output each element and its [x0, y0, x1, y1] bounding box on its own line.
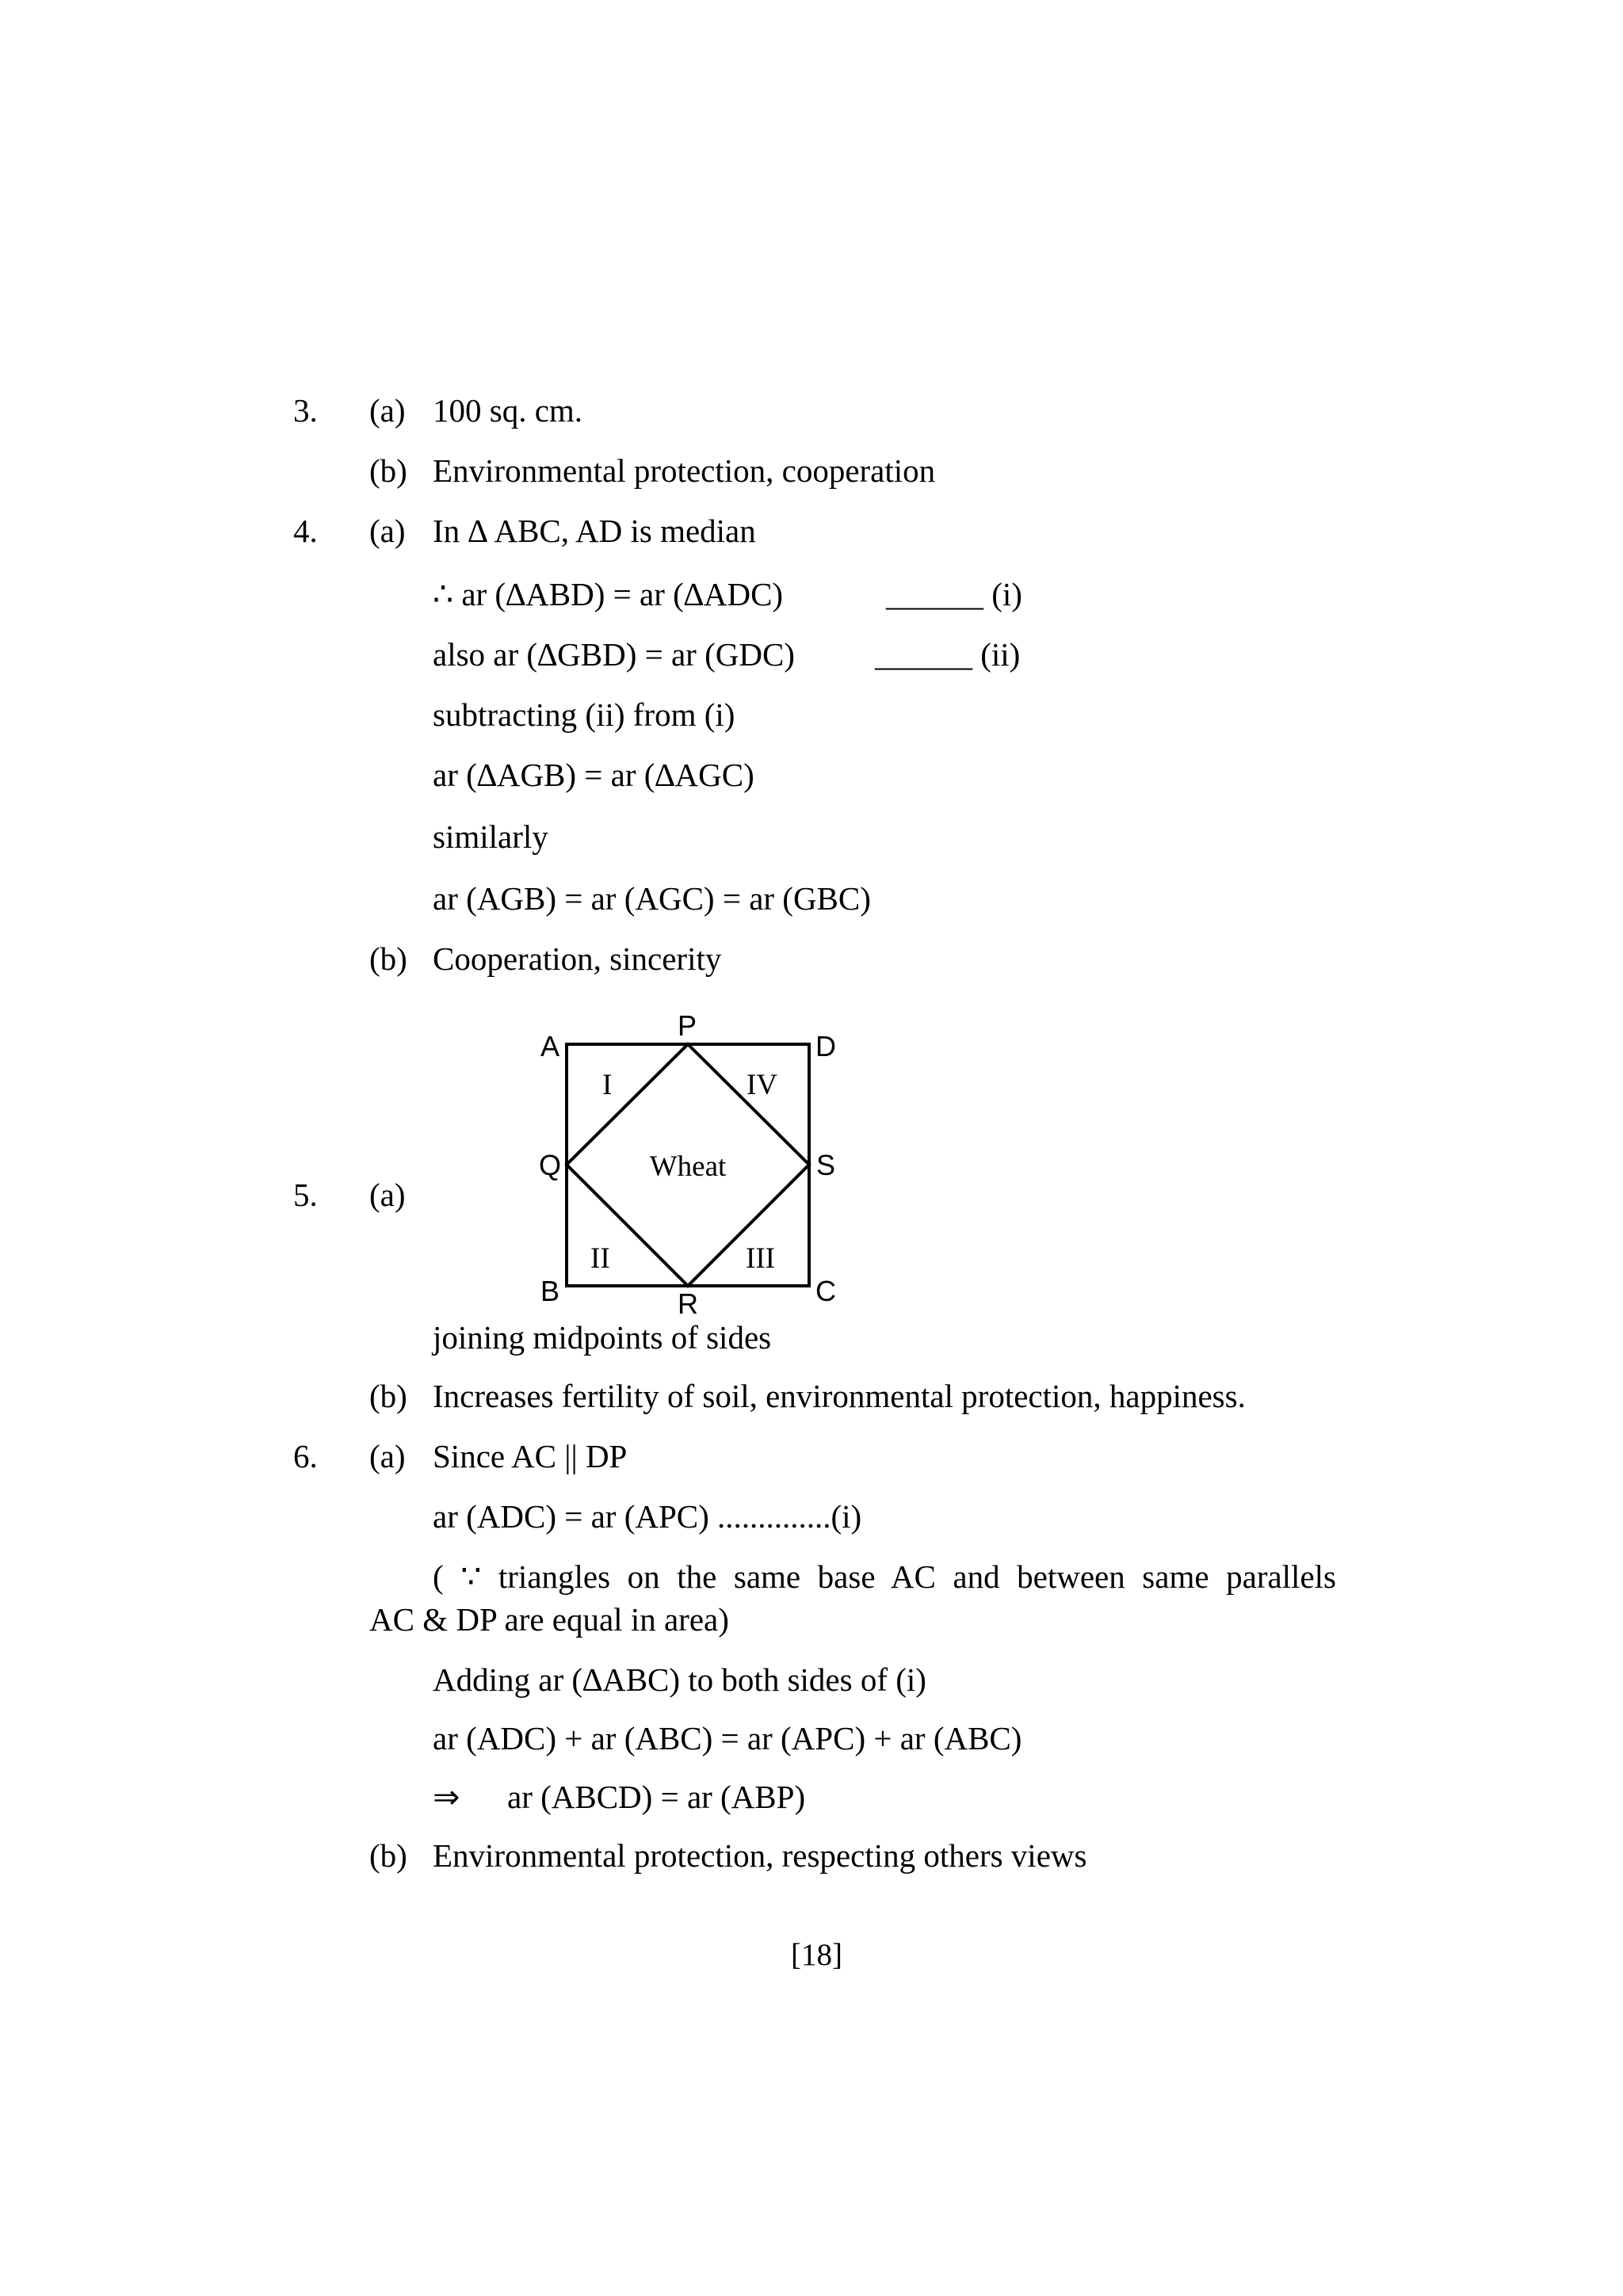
q4-ref-ii: ______ (ii): [875, 636, 1021, 673]
region-label-iv: IV: [747, 1069, 778, 1101]
q4-number: 4.: [293, 513, 318, 549]
q6-line-3a: ( ∵ triangles on the same base AC and between same parallels: [433, 1558, 1336, 1595]
vertex-label-b: B: [540, 1275, 560, 1307]
q4-line-2: ∴ ar (∆ABD) = ar (∆ADC): [433, 576, 784, 612]
q4-ref-i: ______ (i): [886, 576, 1022, 612]
q3-number: 3.: [293, 392, 318, 429]
vertex-label-s: S: [816, 1149, 836, 1181]
vertex-label-d: D: [815, 1030, 836, 1062]
vertex-label-a: A: [540, 1030, 560, 1062]
q6-line-1: Since AC || DP: [433, 1438, 628, 1474]
q4-line-6: similarly: [433, 818, 548, 855]
q4-line-5: ar (∆AGB) = ar (∆AGC): [433, 757, 754, 793]
q4-b-label: (b): [369, 940, 407, 977]
q6-b-answer: Environmental protection, respecting others views: [433, 1837, 1087, 1874]
q6-line-5: ar (ADC) + ar (ABC) = ar (APC) + ar (ABC): [433, 1720, 1022, 1756]
q5-b-label: (b): [369, 1378, 407, 1414]
q5-caption: joining midpoints of sides: [433, 1319, 772, 1356]
q3-b-label: (b): [369, 452, 407, 489]
q5-a-label: (a): [369, 1177, 406, 1213]
vertex-label-q: Q: [539, 1149, 562, 1181]
page-number: [18]: [791, 1938, 842, 1972]
q4-b-answer: Cooperation, sincerity: [433, 940, 722, 977]
q4-a-label: (a): [369, 513, 406, 549]
region-label-i: I: [602, 1069, 613, 1101]
q3-b-answer: Environmental protection, cooperation: [433, 452, 936, 489]
q3-a-answer: 100 sq. cm.: [433, 392, 583, 429]
q6-line-4: Adding ar (∆ABC) to both sides of (i): [433, 1661, 926, 1698]
q6-a-label: (a): [369, 1438, 406, 1474]
vertex-label-r: R: [678, 1287, 698, 1320]
region-label-iii: III: [746, 1242, 775, 1275]
q3-a-label: (a): [369, 392, 406, 429]
q6-b-label: (b): [369, 1837, 407, 1874]
q6-implies-symbol: ⇒: [433, 1779, 460, 1815]
q6-line-3b: AC & DP are equal in area): [369, 1601, 729, 1638]
region-label-wheat: Wheat: [649, 1150, 727, 1183]
field-diagram: [523, 994, 856, 1327]
q5-b-answer: Increases fertility of soil, environmental protection, happiness.: [433, 1378, 1246, 1414]
vertex-label-p: P: [678, 1009, 697, 1042]
q6-line-2: ar (ADC) = ar (APC) ..............(i): [433, 1498, 862, 1535]
q4-line-1: In ∆ ABC, AD is median: [433, 513, 756, 549]
q4-line-7: ar (AGB) = ar (AGC) = ar (GBC): [433, 880, 871, 917]
q6-line-6: ar (ABCD) = ar (ABP): [507, 1779, 806, 1815]
q4-line-4: subtracting (ii) from (i): [433, 696, 735, 733]
vertex-label-c: C: [815, 1275, 836, 1307]
q5-number: 5.: [293, 1177, 318, 1213]
region-label-ii: II: [590, 1242, 610, 1275]
q6-number: 6.: [293, 1438, 318, 1474]
q4-line-3: also ar (∆GBD) = ar (GDC): [433, 636, 795, 673]
